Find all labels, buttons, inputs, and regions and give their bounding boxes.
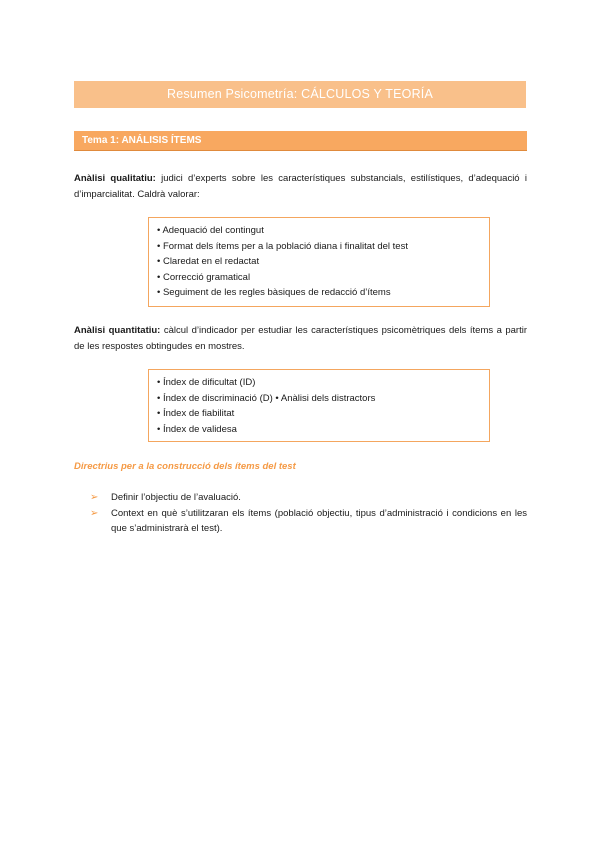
- qualitative-criteria-list: [157, 223, 481, 301]
- list-item: • Índex de validesa: [157, 423, 237, 435]
- qualitative-text: judici d’experts sobre les característiques substancials, estilístiques, d’adequació i d’imparcialitat. Caldrà valorar:: [74, 173, 527, 200]
- list-item: • Format dels ítems per a la població diana i finalitat del test: [157, 240, 408, 252]
- quantitative-text: càlcul d’indicador per estudiar les característiques psicomètriques dels ítems a partir de les respostes obtingudes en mostres.: [74, 325, 528, 352]
- guidelines-list: [90, 490, 527, 537]
- list-item: • Seguiment de les regles bàsiques de redacció d’ítems: [157, 287, 391, 298]
- list-item: • Adequació del contingut: [157, 225, 264, 236]
- guideline-text: Definir l’objectiu de l’avaluació.: [111, 492, 241, 503]
- list-item: • Índex de dificultat (ID): [157, 377, 256, 388]
- qualitative-criteria-box: [148, 217, 490, 307]
- qualitative-label: Anàlisi qualitatiu:: [74, 173, 156, 184]
- list-item: • Correcció gramatical: [157, 271, 251, 283]
- list-item: [90, 490, 527, 506]
- quantitative-paragraph: [74, 323, 527, 354]
- list-item: • Índex de fiabilitat: [157, 408, 235, 419]
- qualitative-paragraph: [74, 171, 527, 202]
- quantitative-indices-box: [148, 369, 490, 442]
- guidelines-heading: Directrius per a la construcció dels ítems del test: [74, 461, 296, 472]
- list-item: • Índex de discriminació (D) • Anàlisi dels distractors: [157, 392, 376, 404]
- arrow-bullet-icon: ➢: [90, 507, 99, 519]
- arrow-bullet-icon: ➢: [90, 492, 99, 503]
- quantitative-label: Anàlisi quantitatiu:: [74, 325, 161, 336]
- section-header: Tema 1: ANÁLISIS ÍTEMS: [74, 131, 527, 151]
- list-item: [90, 506, 527, 537]
- list-item: • Claredat en el redactat: [157, 256, 260, 267]
- quantitative-indices-list: [157, 375, 481, 437]
- document-title: Resumen Psicometría: CÁLCULOS Y TEORÍA: [74, 81, 526, 108]
- guideline-text: Context en què s’utilitzaran els ítems (població objectiu, tipus d’administració i condicions en les que s’administrarà el test).: [111, 507, 527, 534]
